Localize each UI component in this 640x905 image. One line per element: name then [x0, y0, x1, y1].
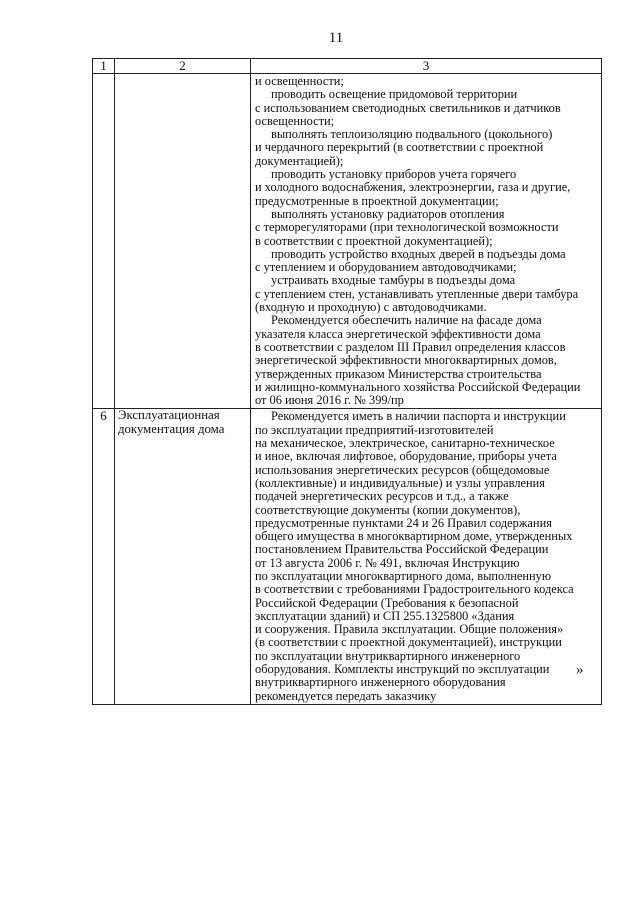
- text-line: выполнять установку радиаторов отопления: [271, 206, 505, 221]
- text-line: и жилищно-коммунального хозяйства Российской Федерации: [255, 379, 581, 394]
- text-line: с использованием светодиодных светильников и датчиков: [255, 100, 561, 115]
- text-line: предусмотренные пунктами 24 и 26 Правил содержания: [255, 515, 552, 530]
- text-line: проводить установку приборов учета горячего: [271, 167, 517, 182]
- text-line: (в соответствии с проектной документацией), инструкции: [255, 635, 562, 650]
- text-line: устраивать входные тамбуры в подъезды дома: [271, 273, 516, 288]
- text-line: утвержденных приказом Министерства строительства: [255, 366, 542, 381]
- text-line: рекомендуется передать заказчику: [255, 688, 437, 703]
- text-line: проводить освещение придомовой территории: [271, 87, 518, 102]
- text-line: от 13 августа 2006 г. № 491, включая Инструкцию: [255, 555, 520, 570]
- text-line: и сооружения. Правила эксплуатации. Общие положения»: [255, 622, 564, 637]
- text-line: использования энергетических ресурсов (общедомовые: [255, 462, 550, 477]
- text-line: и освещенности;: [255, 74, 344, 88]
- text-line: внутриквартирного инженерного оборудования: [255, 675, 506, 690]
- text-line: в соответствии с требованиями Градостроительного кодекса: [255, 582, 574, 597]
- text-line: по эксплуатации предприятий-изготовителей: [255, 422, 494, 437]
- text-line: постановлением Правительства Российской Федерации: [255, 542, 549, 557]
- text-line: выполнять теплоизоляцию подвального (цокольного): [271, 127, 553, 142]
- text-line: соответствующие документы (копии документов),: [255, 502, 521, 517]
- text-line: Рекомендуется обеспечить наличие на фасаде дома: [271, 313, 542, 328]
- text-line: и иное, включая лифтовое, оборудование, приборы учета: [255, 449, 557, 464]
- text-line: с утеплением стен, устанавливать утепленные двери тамбура: [255, 286, 579, 301]
- text-line: (входную и проходную) с автодоводчиками.: [255, 300, 487, 315]
- text-line: и чердачного перекрытий (в соответствии с проектной: [255, 140, 544, 155]
- text-line: на механическое, электрическое, санитарно-техническое: [255, 436, 555, 451]
- text-line: (коллективные) и индивидуальные) и узлы управления: [255, 475, 545, 490]
- text-line: оборудования. Комплекты инструкций по эксплуатации: [255, 662, 550, 677]
- row-number-cell: [93, 74, 115, 409]
- closing-quote-mark: »: [576, 662, 584, 678]
- text-line: энергетической эффективности многоквартирных домов,: [255, 353, 557, 368]
- recommendations-table: [92, 58, 602, 705]
- text-line: освещенности;: [255, 113, 335, 128]
- table-row-continued: [93, 74, 602, 409]
- row-text-cell: [251, 409, 602, 705]
- text-line: Рекомендуется иметь в наличии паспорта и инструкции: [271, 409, 566, 424]
- text-line: общего имущества в многоквартирном доме, утвержденных: [255, 529, 573, 544]
- column-header-1: 1: [93, 59, 115, 74]
- text-line: Российской Федерации (Требования к безопасной: [255, 595, 519, 610]
- text-line: эксплуатации зданий) и СП 255.1325800 «Здания: [255, 608, 515, 623]
- table-row-6: [93, 409, 602, 705]
- text-line: подачей энергетических ресурсов и т.д., а также: [255, 489, 509, 504]
- table-header-row: [93, 59, 602, 74]
- row-number-cell: 6: [93, 409, 115, 705]
- text-line: с терморегуляторами (при технологической возможности: [255, 220, 559, 235]
- text-line: с утеплением и оборудованием автодоводчиками;: [255, 260, 517, 275]
- text-line: от 06 июня 2016 г. № 399/пр: [255, 393, 404, 408]
- text-line: проводить устройство входных дверей в подъезды дома: [271, 246, 566, 261]
- row-text-cell: [251, 74, 602, 409]
- text-line: по эксплуатации многоквартирного дома, выполненную: [255, 568, 552, 583]
- row-name-cell: [115, 74, 251, 409]
- text-line: указателя класса энергетической эффективности дома: [255, 326, 541, 341]
- text-line: в соответствии с проектной документацией);: [255, 233, 493, 248]
- page-number: 11: [328, 30, 344, 46]
- text-line: и холодного водоснабжения, электроэнергии, газа и другие,: [255, 180, 571, 195]
- text-line: предусмотренные в проектной документации;: [255, 193, 499, 208]
- text-line: по эксплуатации внутриквартирного инженерного: [255, 648, 521, 663]
- row-name-cell: Эксплуатационная документация дома: [115, 409, 251, 705]
- text-line: в соответствии с разделом III Правил определения классов: [255, 339, 566, 354]
- column-header-3: 3: [251, 59, 602, 74]
- column-header-2: 2: [115, 59, 251, 74]
- text-line: документацией);: [255, 153, 344, 168]
